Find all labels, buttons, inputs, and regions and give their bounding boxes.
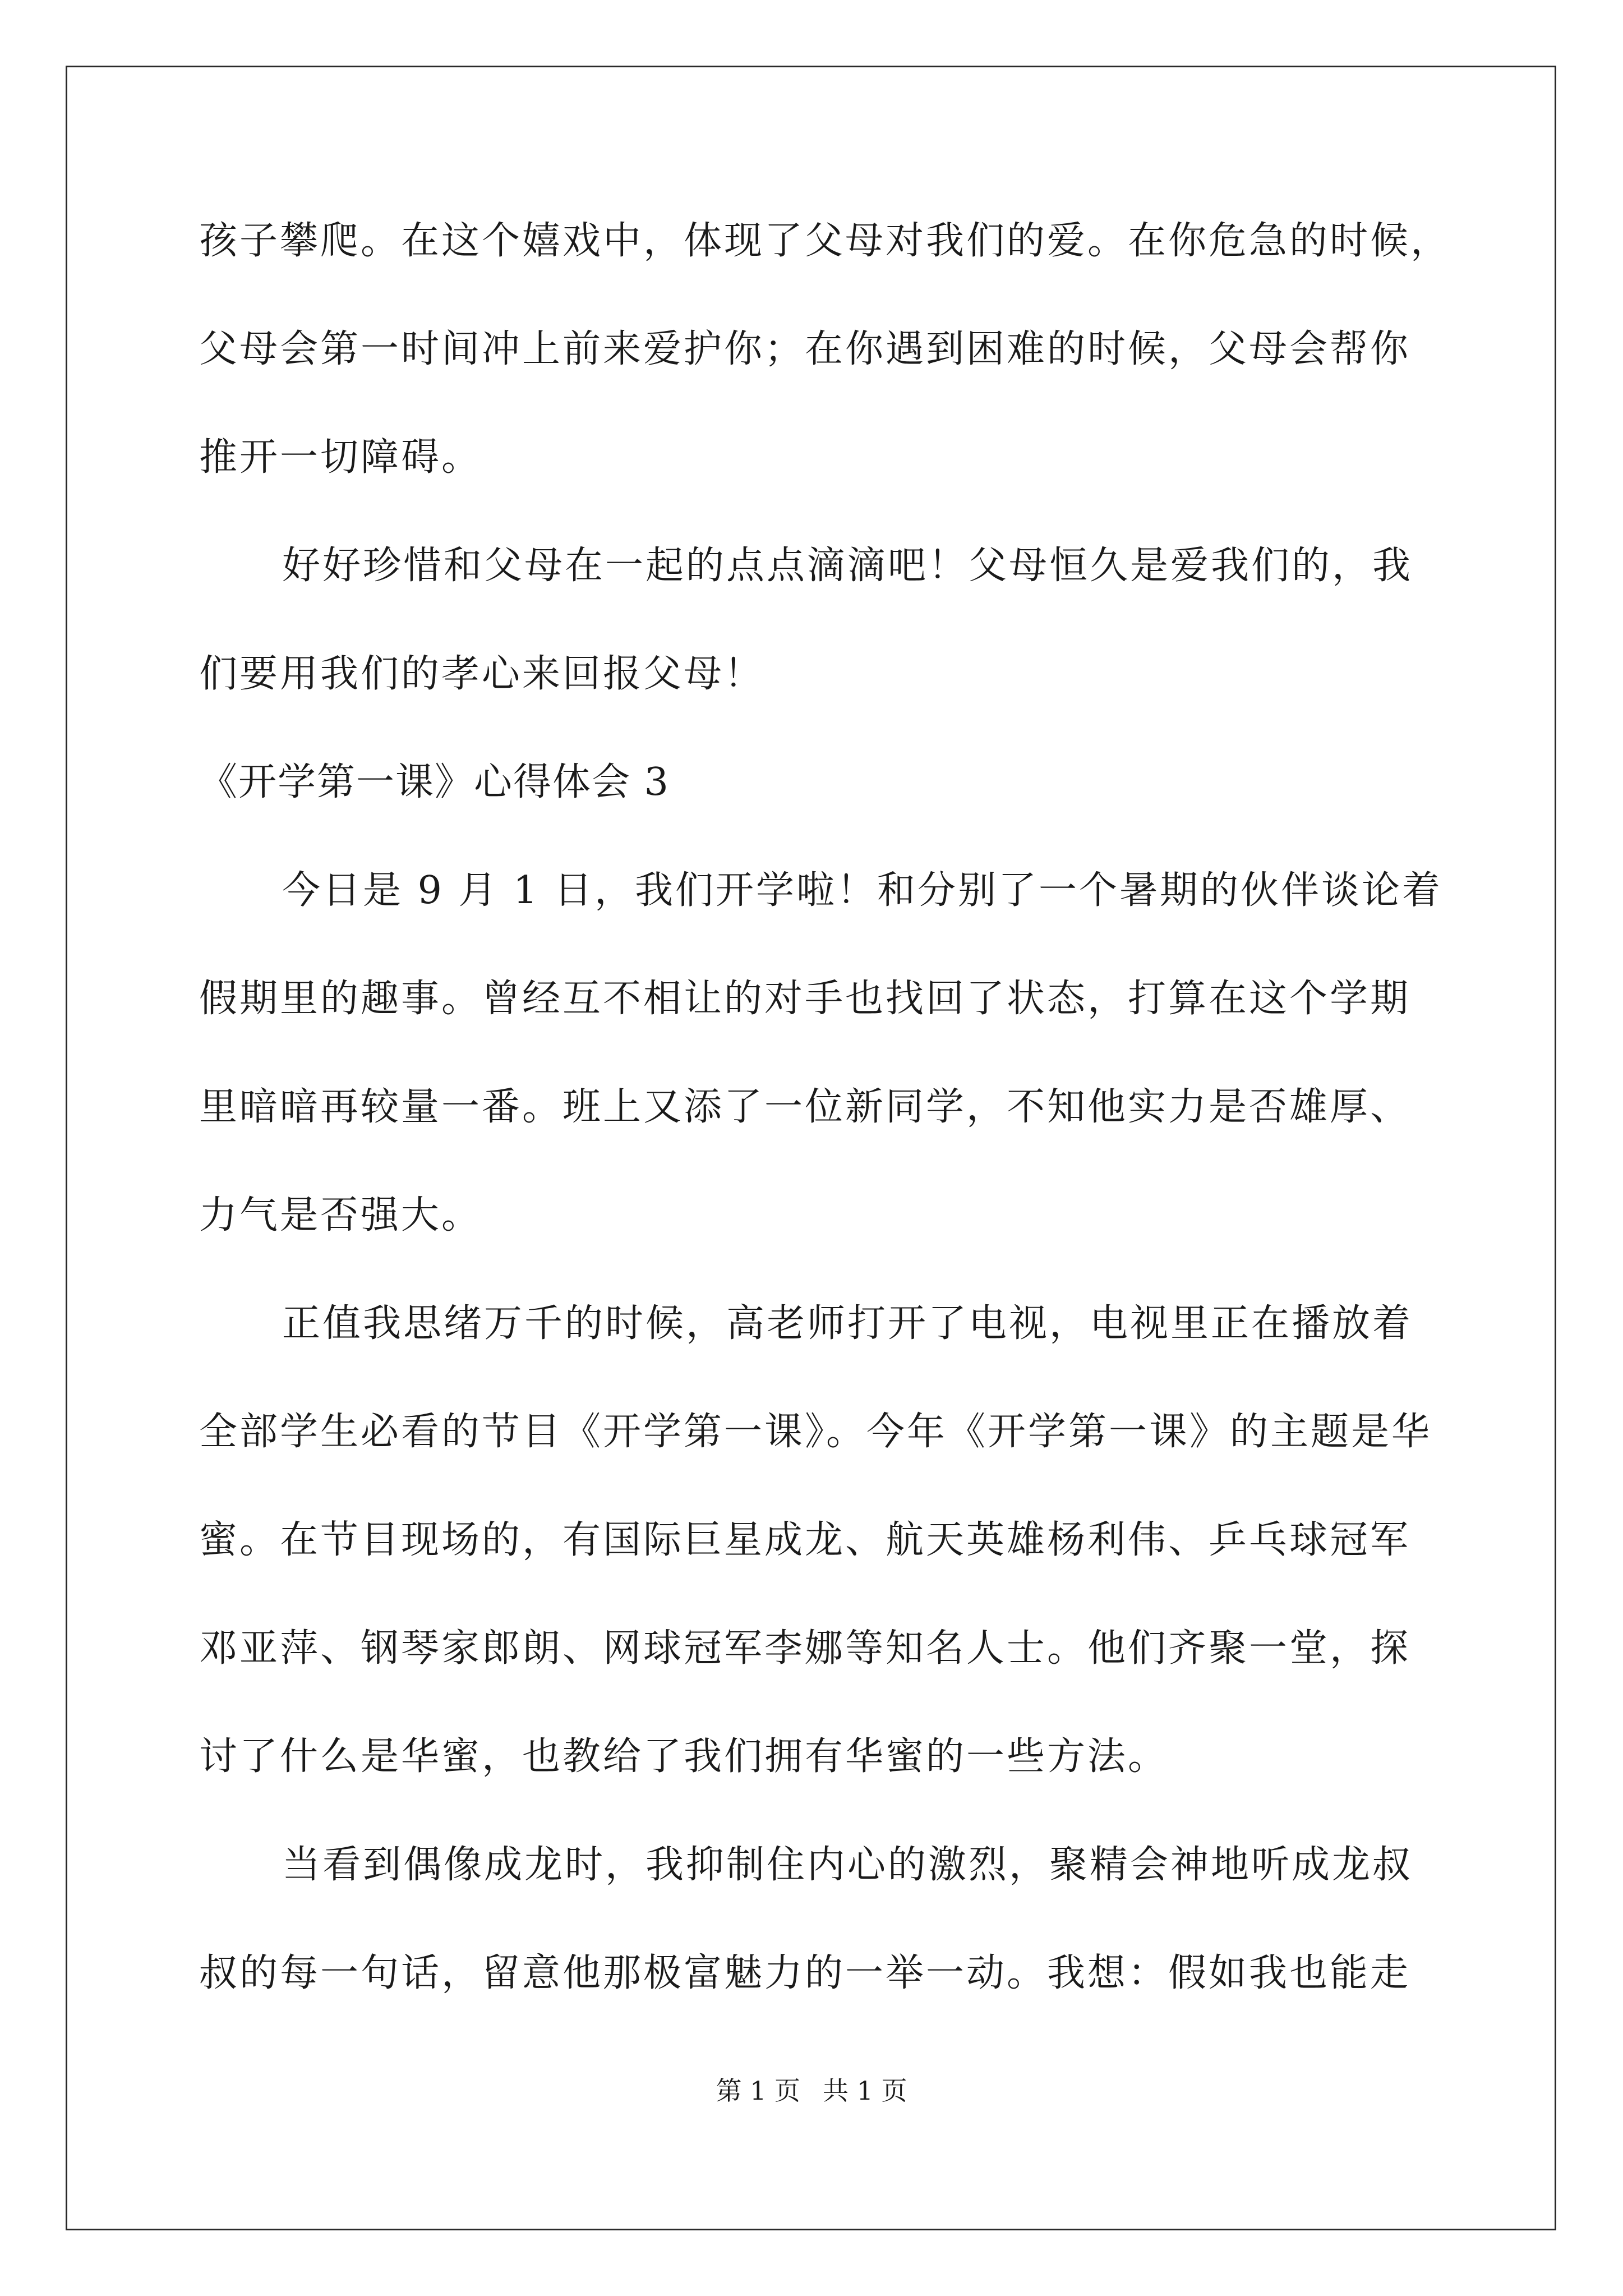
body-text-line: 孩子攀爬。在这个嬉戏中，体现了父母对我们的爱。在你危急的时候，: [199, 219, 1451, 263]
page-border: [66, 66, 1556, 2230]
body-text-line: 好好珍惜和父母在一起的点点滴滴吧！父母恒久是爱我们的，我: [282, 544, 1413, 588]
section-heading: 《开学第一课》心得体会 3: [199, 760, 670, 804]
body-text-line: 力气是否强大。: [199, 1193, 482, 1237]
body-text-line: 今日是 9 月 1 日，我们开学啦！和分别了一个暑期的伙伴谈论着: [282, 868, 1442, 913]
page-number: 第 1 页: [716, 2076, 800, 2106]
body-text-line: 假期里的趣事。曾经互不相让的对手也找回了状态，打算在这个学期: [199, 977, 1411, 1021]
body-text-line: 叔的每一句话，留意他那极富魅力的一举一动。我想：假如我也能走: [199, 1951, 1411, 1995]
body-text-line: 里暗暗再较量一番。班上又添了一位新同学，不知他实力是否雄厚、: [199, 1085, 1411, 1129]
body-text-line: 讨了什么是华蜜，也教给了我们拥有华蜜的一些方法。: [199, 1734, 1169, 1779]
body-text-line: 们要用我们的孝心来回报父母！: [199, 652, 765, 696]
body-text-line: 邓亚萍、钢琴家郎朗、网球冠军李娜等知名人士。他们齐聚一堂，探: [199, 1626, 1411, 1671]
page-total: 共 1 页: [823, 2076, 907, 2106]
page-footer: [0, 2074, 1623, 2108]
body-text-line: 推开一切障碍。: [199, 435, 482, 480]
body-text-line: 全部学生必看的节目《开学第一课》。今年《开学第一课》的主题是华: [199, 1410, 1432, 1454]
body-text-line: 父母会第一时间冲上前来爱护你；在你遇到困难的时候，父母会帮你: [199, 327, 1411, 371]
body-text-line: 蜜。在节目现场的，有国际巨星成龙、航天英雄杨利伟、乒乓球冠军: [199, 1518, 1411, 1562]
body-text-line: 正值我思绪万千的时候，高老师打开了电视，电视里正在播放着: [282, 1301, 1413, 1346]
body-text-line: 当看到偶像成龙时，我抑制住内心的激烈，聚精会神地听成龙叔: [282, 1843, 1413, 1887]
